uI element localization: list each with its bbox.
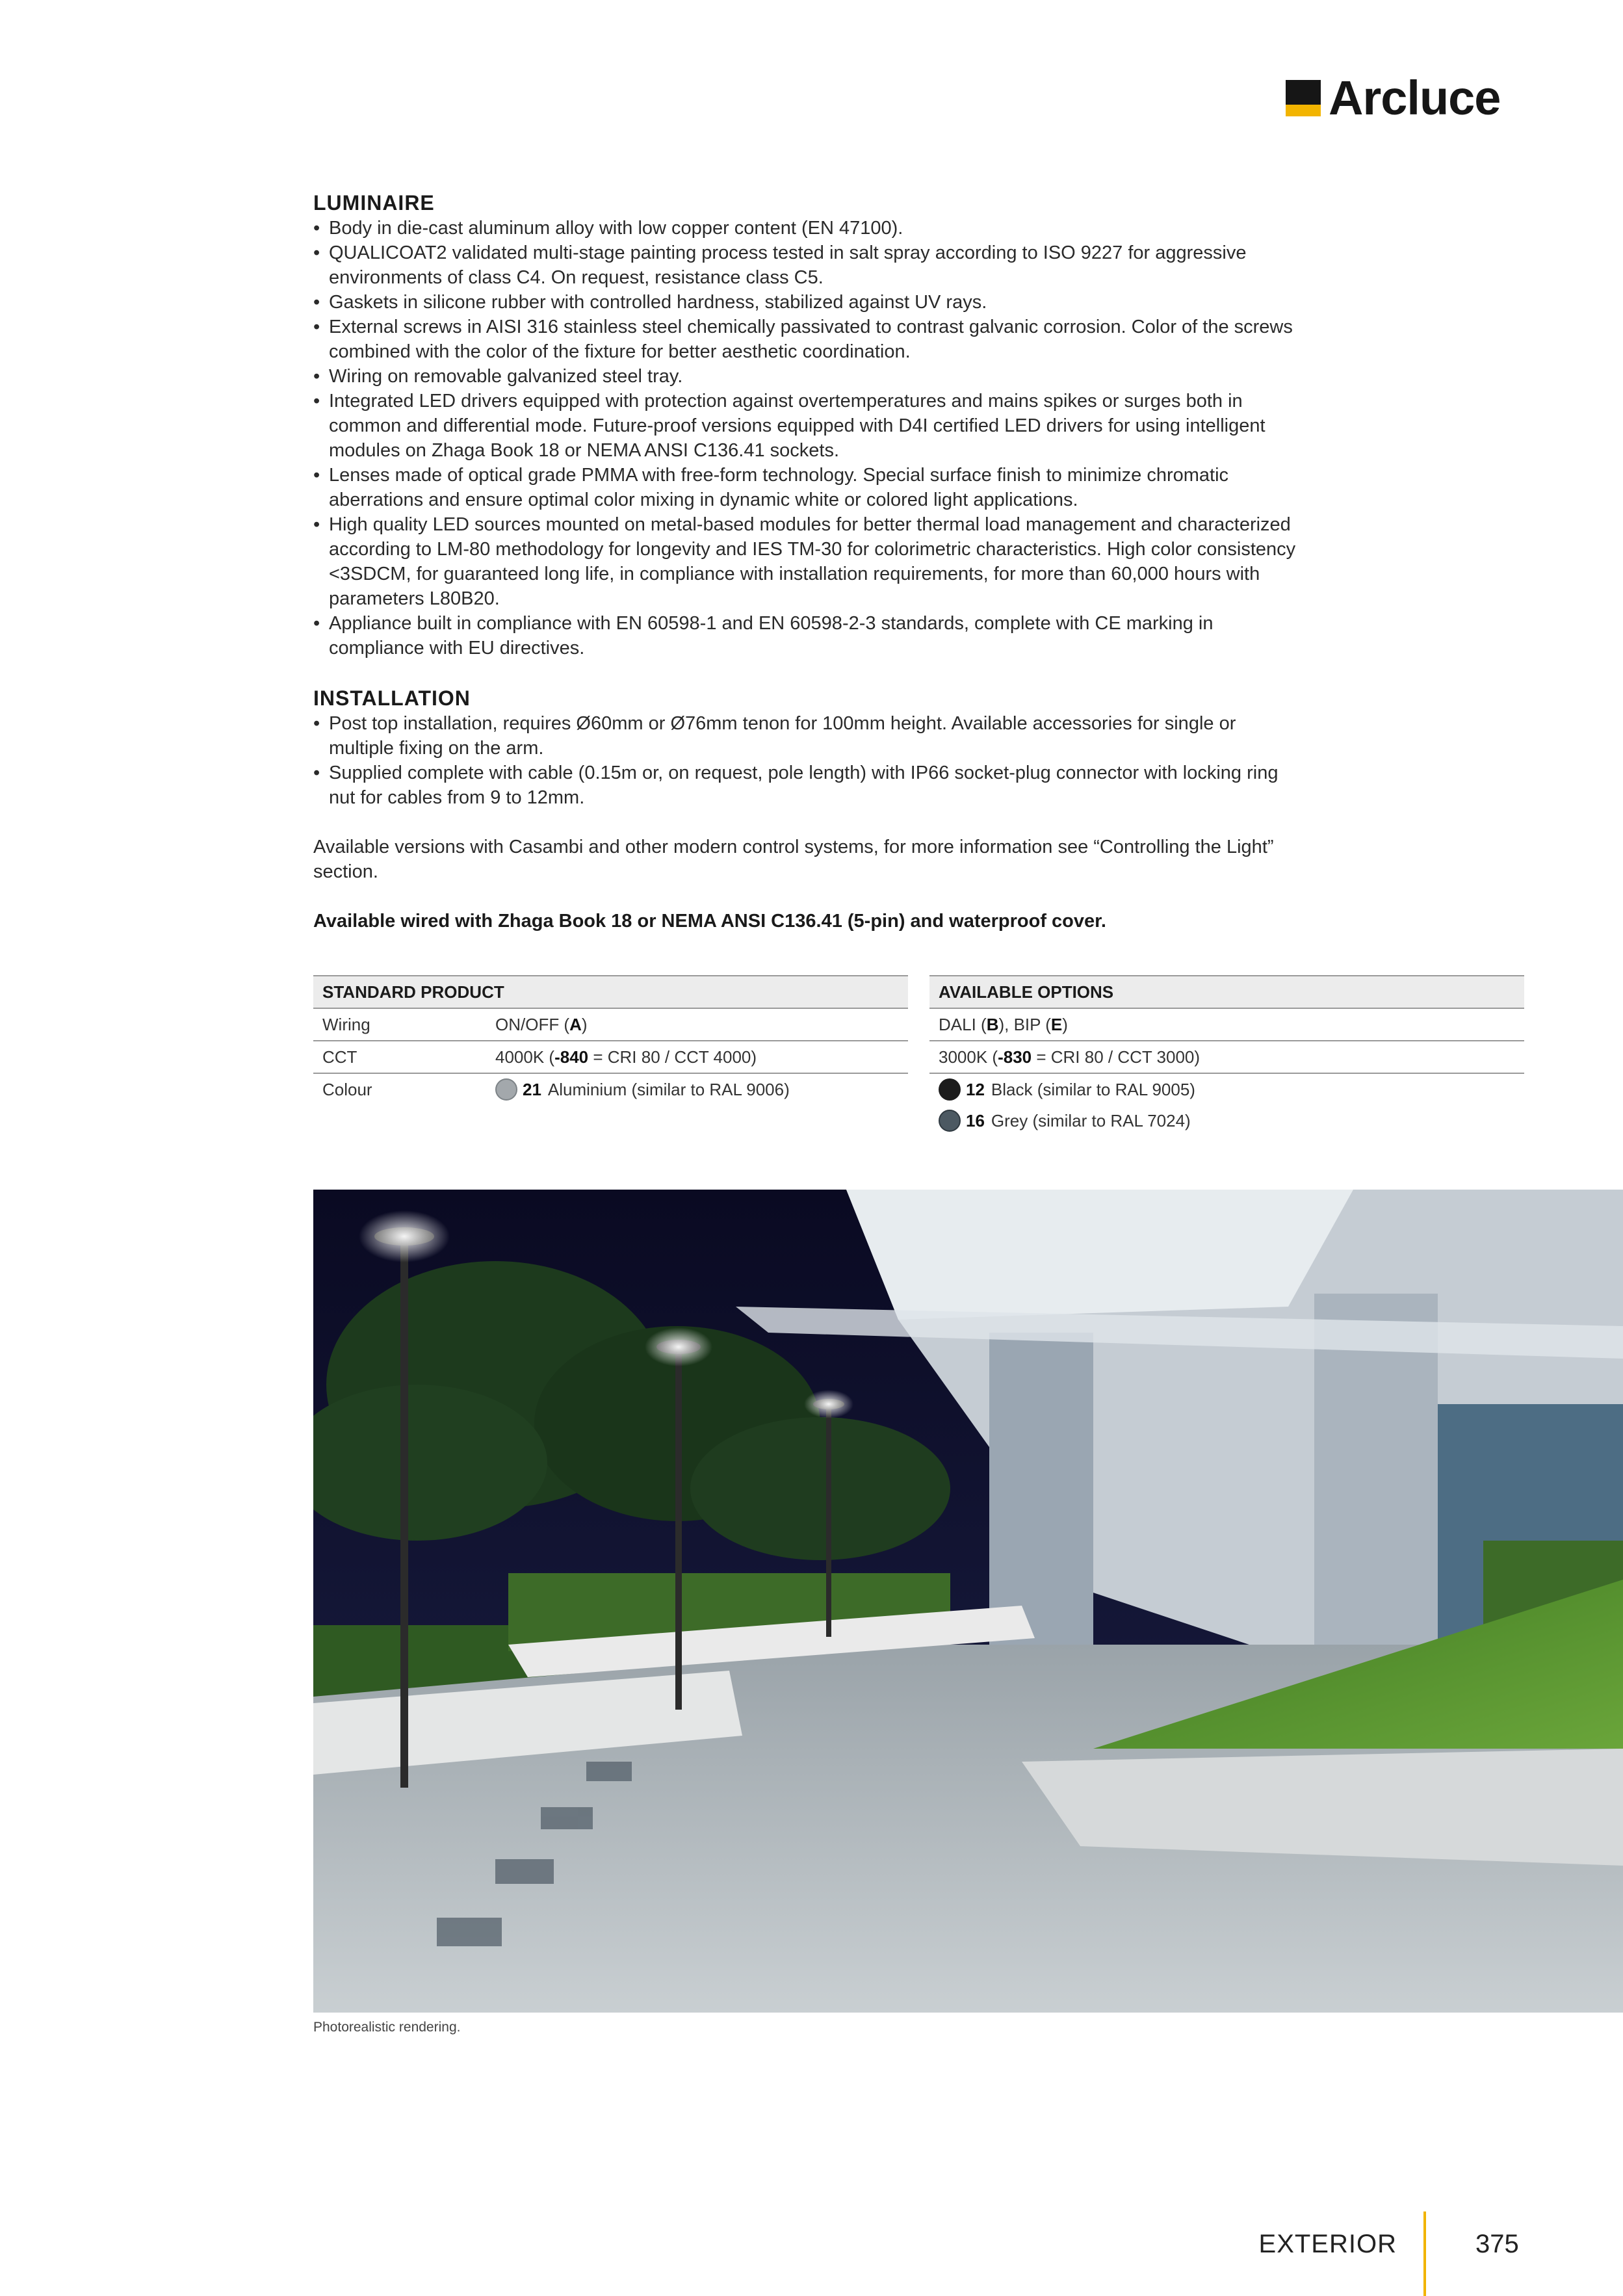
product-photo	[313, 1190, 1623, 2013]
row-value: 4000K (-840 = CRI 80 / CCT 4000)	[495, 1047, 757, 1067]
row-value: DALI (B), BIP (E)	[939, 1014, 1068, 1034]
row-label: CCT	[322, 1047, 357, 1067]
row-label: Wiring	[322, 1014, 370, 1034]
list-item: • Gaskets in silicone rubber with controlled hardness, stabilized against UV rays.	[313, 290, 1301, 315]
table-row	[929, 1041, 1524, 1074]
colour-swatch	[939, 1110, 961, 1132]
list-item: • Appliance built in compliance with EN 60598-1 and EN 60598-2-3 standards, complete with CE marking in compliance with EU directives.	[313, 611, 1301, 660]
luminaire-list	[313, 216, 1301, 660]
standard-product-table	[313, 975, 908, 1105]
logo-text: Arcluce	[1329, 71, 1501, 125]
zhaga-paragraph: Available wired with Zhaga Book 18 or NEMA ANSI C136.41 (5-pin) and waterproof cover.	[313, 911, 1106, 932]
footer-divider	[1423, 2211, 1426, 2296]
list-item: • Wiring on removable galvanized steel tray.	[313, 364, 1301, 389]
table-row	[313, 1041, 908, 1074]
list-item: • Supplied complete with cable (0.15m or, on request, pole length) with IP66 socket-plug connector with locking ring nut for cables from 9 to 12mm.	[313, 761, 1301, 810]
list-item: • External screws in AISI 316 stainless steel chemically passivated to contrast galvanic corrosion. Color of the screws combined with the color of the fixture for better aesthetic coordination.	[313, 315, 1301, 364]
list-item: • High quality LED sources mounted on metal-based modules for better thermal load management and characterized according to LM-80 methodology for longevity and IES TM-30 for colorimetric characteristics. High color consistency <3SDCM, for guaranteed long life, in compliance with installation requirements, for more than 60,000 hours with parameters L80B20.	[313, 512, 1301, 611]
colour-swatch	[939, 1078, 961, 1101]
row-value: 3000K (-830 = CRI 80 / CCT 3000)	[939, 1047, 1201, 1067]
row-label: Colour	[322, 1079, 372, 1099]
table-row	[313, 1009, 908, 1041]
table-header: AVAILABLE OPTIONS	[929, 975, 1524, 1009]
versions-paragraph: Available versions with Casambi and other modern control systems, for more information see “Controlling the Light” section.	[313, 837, 1274, 882]
table-row	[929, 1074, 1524, 1105]
list-item: • Lenses made of optical grade PMMA with free-form technology. Special surface finish to minimize chromatic aberrations and ensure optimal color mixing in dynamic white or colored light applications.	[313, 463, 1301, 512]
table-row	[929, 1009, 1524, 1041]
list-item: • QUALICOAT2 validated multi-stage painting process tested in salt spray according to ISO 9227 for aggressive environments of class C4. On request, resistance class C5.	[313, 241, 1301, 290]
table-row	[929, 1105, 1524, 1136]
row-value: 16 Grey (similar to RAL 7024)	[939, 1110, 1191, 1132]
brand-logo	[1286, 71, 1501, 125]
colour-swatch	[495, 1078, 517, 1101]
installation-heading: INSTALLATION	[313, 686, 471, 710]
spec-text	[313, 190, 1301, 933]
list-item: • Post top installation, requires Ø60mm or Ø76mm tenon for 100mm height. Available accessories for single or multiple fixing on the arm.	[313, 711, 1301, 761]
photo-caption: Photorealistic rendering.	[313, 2020, 461, 2035]
row-value: 21 Aluminium (similar to RAL 9006)	[495, 1078, 790, 1101]
list-item: • Integrated LED drivers equipped with protection against overtemperatures and mains spikes or surges both in common and differential mode. Future-proof versions equipped with D4I certified LED drivers for using intelligent modules on Zhaga Book 18 or NEMA ANSI C136.41 sockets.	[313, 389, 1301, 463]
row-value: ON/OFF (A)	[495, 1014, 588, 1034]
section-label: EXTERIOR	[1258, 2230, 1397, 2258]
table-header: STANDARD PRODUCT	[313, 975, 908, 1009]
luminaire-heading: LUMINAIRE	[313, 191, 435, 215]
row-value: 12 Black (similar to RAL 9005)	[939, 1078, 1195, 1101]
logo-mark-icon	[1286, 80, 1321, 116]
list-item: • Body in die-cast aluminum alloy with low copper content (EN 47100).	[313, 216, 1301, 241]
page-number: 375	[1475, 2230, 1519, 2258]
installation-list	[313, 711, 1301, 810]
table-row	[313, 1074, 908, 1105]
available-options-table	[929, 975, 1524, 1136]
